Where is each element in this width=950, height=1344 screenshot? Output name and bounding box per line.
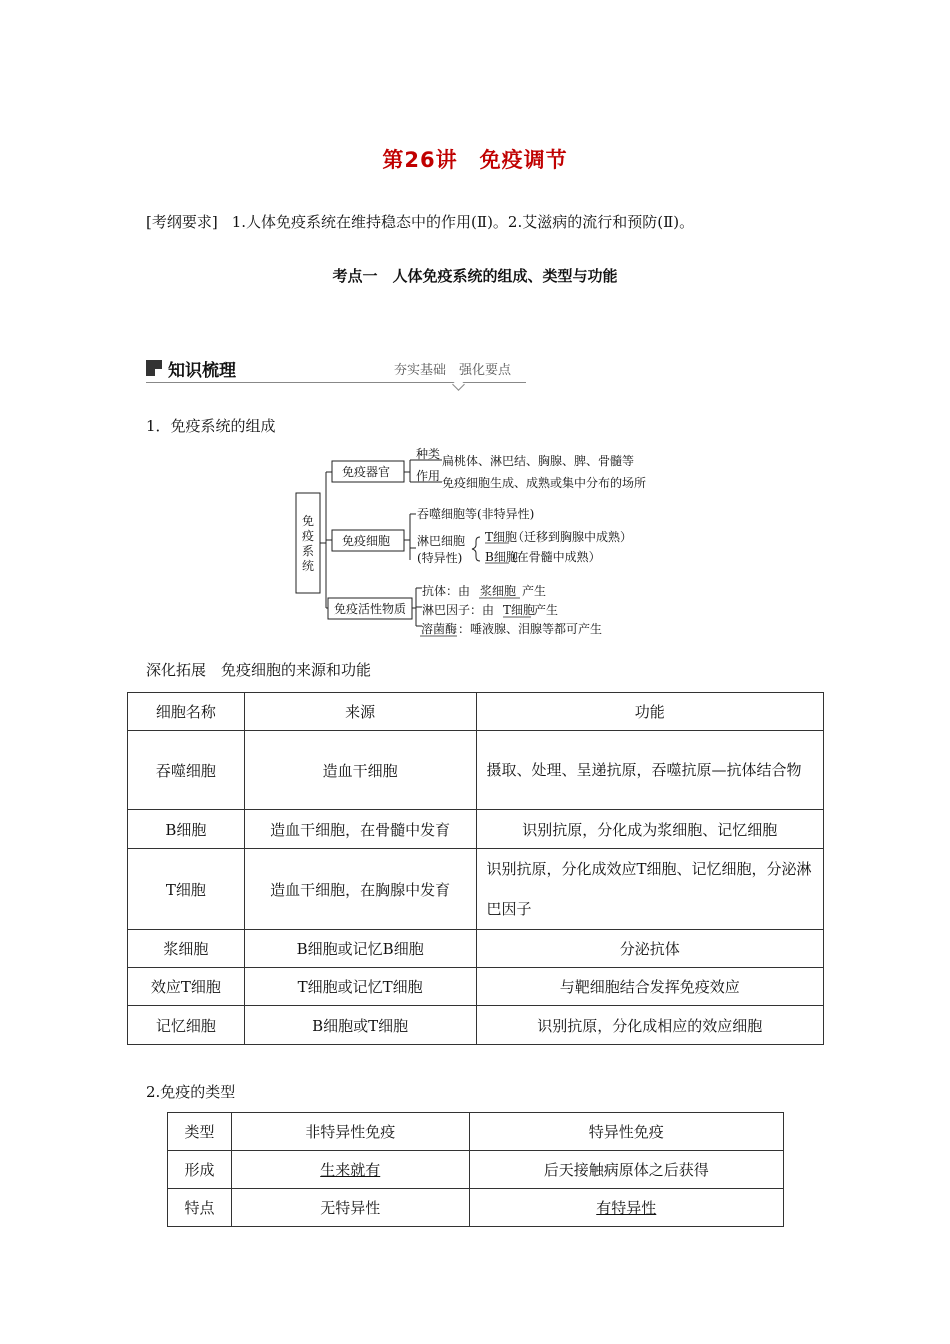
organ-type-tag: 种类 [416, 447, 441, 461]
root-char-3: 系 [302, 544, 315, 558]
table1-cell: 吞噬细胞 [128, 731, 245, 810]
immune-system-diagram [294, 446, 674, 642]
cell-lymph1: 淋巴细胞 [417, 534, 466, 548]
table-row [128, 968, 824, 1006]
section-subtitle: 夯实基础 强化要点 [394, 363, 512, 378]
table-row [168, 1189, 784, 1227]
requirements-tag: [考纲要求] [146, 213, 218, 231]
lymphokine-c: 产生 [534, 603, 559, 617]
table-row [128, 849, 824, 930]
page-title: 第26讲 免疫调节 [382, 148, 568, 172]
lysozyme-b: ：唾液腺、泪腺等都可产生 [458, 622, 603, 636]
table2-header: 类型 [168, 1113, 232, 1151]
table1-cell: B细胞或记忆B细胞 [244, 930, 476, 968]
table1-header: 来源 [244, 693, 476, 731]
table-row [128, 930, 824, 968]
cell-label: 免疫细胞 [342, 534, 391, 548]
table2-header: 特异性免疫 [469, 1113, 783, 1151]
kaodian-heading: 考点一 人体免疫系统的组成、类型与功能 [332, 267, 618, 285]
table1-cell: 浆细胞 [128, 930, 245, 968]
root-char-4: 统 [302, 559, 315, 573]
cell-t-note: （迁移到胸腺中成熟） [512, 530, 633, 544]
table1-cell: 记忆细胞 [128, 1006, 245, 1045]
immunity-types-table [167, 1112, 784, 1227]
ext-heading: 深化拓展 免疫细胞的来源和功能 [146, 661, 372, 679]
table-row [128, 1006, 824, 1045]
table1-cell: 摄取、处理、呈递抗原，吞噬抗原—抗体结合物 [476, 731, 823, 810]
section-label: 知识梳理 [168, 361, 236, 381]
section-header [146, 356, 526, 386]
organ-func: 免疫细胞生成、成熟或集中分布的场所 [442, 476, 647, 490]
root-char-2: 疫 [302, 529, 315, 543]
section-notch [452, 378, 465, 391]
table2-cell: 特点 [168, 1189, 232, 1227]
table-row [128, 731, 824, 810]
table1-cell: 识别抗原，分化成为浆细胞、记忆细胞 [476, 810, 823, 849]
lymph-brace [472, 537, 480, 561]
table1-cell: 效应T细胞 [128, 968, 245, 1006]
table2-header-row [168, 1113, 784, 1151]
cell-t-name: T细胞 [485, 530, 518, 544]
table-row [128, 810, 824, 849]
requirements-text: 1.人体免疫系统在维持稳态中的作用(Ⅱ)。2.艾滋病的流行和预防(Ⅱ)。 [231, 213, 695, 231]
antibody-c: 产生 [522, 584, 547, 598]
lysozyme-a: 溶菌酶 [421, 622, 458, 636]
item1-heading: 1．免疫系统的组成 [146, 417, 276, 435]
cell-connectors [404, 514, 416, 560]
root-connectors [320, 472, 332, 608]
cell-b-note: (在骨髓中成熟） [512, 550, 601, 564]
cell-b-name: B细胞 [485, 550, 518, 564]
table2-header: 非特异性免疫 [231, 1113, 469, 1151]
table1-cell: B细胞或T细胞 [244, 1006, 476, 1045]
table1-header-row [128, 693, 824, 731]
table1-cell: 识别抗原，分化成效应T细胞、记忆细胞，分泌淋巴因子 [476, 849, 823, 930]
organ-types: 扁桃体、淋巴结、胸腺、脾、骨髓等 [442, 454, 635, 468]
table1-cell: B细胞 [128, 810, 245, 849]
substance-label: 免疫活性物质 [334, 602, 407, 616]
table1-cell: 分泌抗体 [476, 930, 823, 968]
organ-func-tag: 作用 [416, 469, 441, 483]
table1-cell: 识别抗原，分化成相应的效应细胞 [476, 1006, 823, 1045]
table1-cell: T细胞或记忆T细胞 [244, 968, 476, 1006]
lymphokine-b: T细胞 [503, 603, 536, 617]
antibody-b: 浆细胞 [480, 584, 517, 598]
table1-cell: 造血干细胞 [244, 731, 476, 810]
table1-header: 功能 [476, 693, 823, 731]
table1-cell: 与靶细胞结合发挥免疫效应 [476, 968, 823, 1006]
substance-connectors [412, 588, 422, 626]
table2-cell: 生来就有 [231, 1151, 469, 1189]
antibody-a: 抗体：由 [422, 584, 471, 598]
cell-lymph2: (特异性) [417, 551, 463, 565]
immune-cells-table [127, 692, 824, 1045]
table2-cell: 后天接触病原体之后获得 [469, 1151, 783, 1189]
organ-label: 免疫器官 [342, 465, 391, 479]
exam-requirements [146, 211, 694, 232]
table1-cell: 造血干细胞，在骨髓中发育 [244, 810, 476, 849]
table1-header: 细胞名称 [128, 693, 245, 731]
section-divider [146, 382, 526, 383]
table1-cell: T细胞 [128, 849, 245, 930]
table2-cell: 形成 [168, 1151, 232, 1189]
item2-heading: 2.免疫的类型 [146, 1083, 236, 1101]
root-char-1: 免 [302, 514, 315, 528]
table1-cell: 造血干细胞，在胸腺中发育 [244, 849, 476, 930]
section-square-icon [146, 360, 162, 376]
table2-cell: 无特异性 [231, 1189, 469, 1227]
cell-phago: 吞噬细胞等(非特异性) [417, 507, 535, 521]
root-box [296, 493, 320, 593]
table2-cell: 有特异性 [469, 1189, 783, 1227]
lymphokine-a: 淋巴因子：由 [422, 603, 495, 617]
table-row [168, 1151, 784, 1189]
